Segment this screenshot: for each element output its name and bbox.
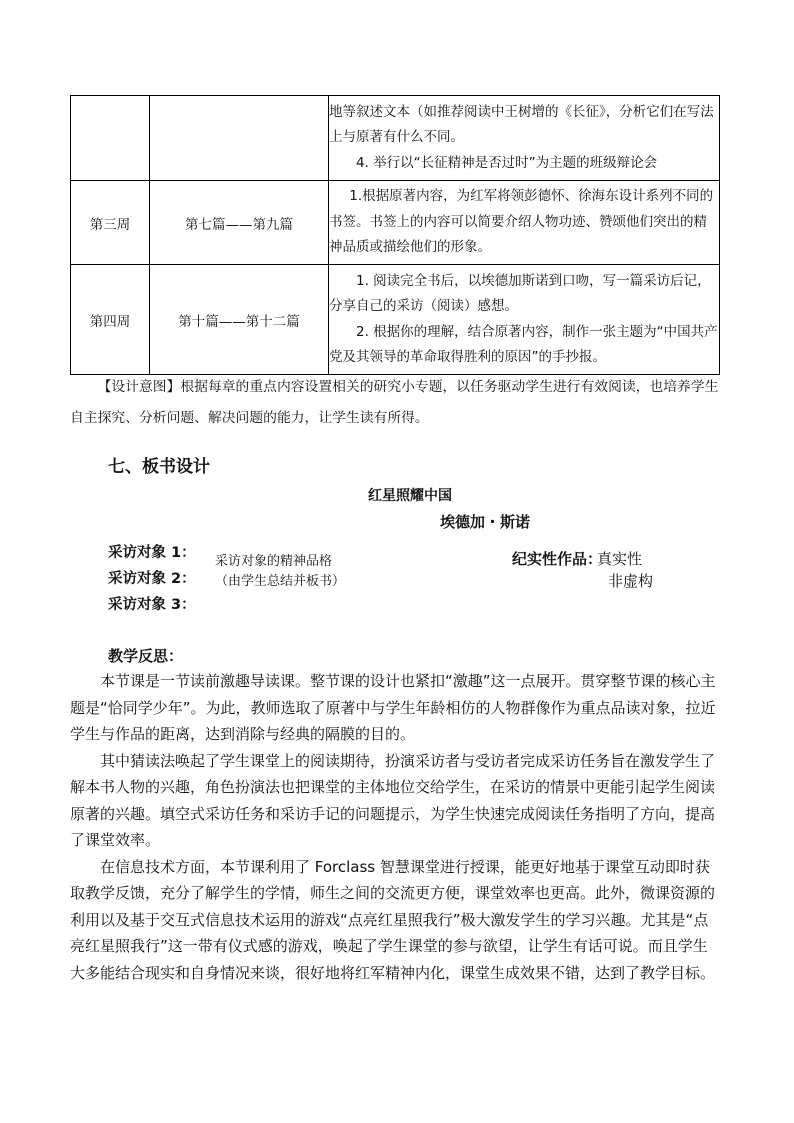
interviewee-label: 采访对象 2： (108, 571, 196, 587)
reflection-heading: 教学反思： (108, 647, 184, 665)
board-title: 红星照耀中国 (368, 488, 452, 504)
reflection-paragraph: 其中猜读法唤起了学生课堂上的阅读期待，扮演采访者与受访者完成采访任务旨在激发学生了解本书人物的兴趣，角色扮演法也把课堂的主体地位交给学生，在采访的情景中更能引起学生阅读原著的兴趣。填空式采访任务和采访手记的问题提示，为学生快速完成阅读任务指明了方向，提高了课堂效率。 (70, 751, 716, 849)
task-text: 1.根据原著内容，为红军将领彭德怀、徐海东设计系列不同的书签。书签上的内容可以简要介绍人物功迹、赞颂他们突出的精神品质或描绘他们的形象。 (329, 188, 714, 256)
reflection-paragraph: 本节课是一节读前激趣导读课。整节课的设计也紧扣“激趣”这一点展开。贯穿整节课的核心主题是“恰同学少年”。为此，教师选取了原著中与学生年龄相仿的人物群像作为重点品读对象，拉近学生与作品的距离，达到消除与经典的隔膜的目的。 (70, 672, 716, 743)
genre-label: 纪实性作品： (512, 550, 603, 568)
table-row (71, 96, 720, 181)
reading-plan-table (70, 95, 720, 375)
chapters-cell: 第七篇——第九篇 (150, 181, 329, 265)
task-text: 1. 阅读完全书后，以埃德加斯诺到口吻，写一篇采访后记，分享自己的采访（阅读）感想。 (329, 272, 711, 314)
task-text: 4. 举行以“长征精神是否过时”为主题的班级辩论会 (356, 154, 658, 171)
chapters-cell (150, 96, 329, 181)
quality-note (215, 552, 345, 592)
tasks-cell (329, 181, 720, 265)
design-intent-note: 【设计意图】根据每章的重点内容设置相关的研究小专题，以任务驱动学生进行有效阅读，也培养学生自主探究、分析问题、解决问题的能力，让学生读有所得。 (70, 379, 719, 426)
section-title: 七、板书设计 (108, 457, 210, 477)
interviewee-label: 采访对象 1： (108, 545, 196, 561)
task-text: 地等叙述文本（如推荐阅读中王树增的《长征》，分析它们在写法上与原著有什么不同。 (329, 103, 714, 146)
week-cell (71, 96, 150, 181)
week-cell: 第三周 (71, 181, 150, 265)
chapters-cell: 第十篇——第十二篇 (150, 265, 329, 375)
reflection-body (70, 668, 720, 986)
interviewee-label: 采访对象 3： (108, 597, 196, 613)
quality-line: （由学生总结并板书） (215, 574, 346, 589)
genre-value: 非虚构 (608, 572, 654, 590)
table-row (71, 181, 720, 265)
tasks-cell (329, 96, 720, 181)
table-row (71, 265, 720, 375)
quality-line: 采访对象的精神品格 (215, 554, 333, 569)
reflection-paragraph: 在信息技术方面，本节课利用了 Forclass 智慧课堂进行授课，能更好地基于课堂互动即时获取教学反馈，充分了解学生的学情，师生之间的交流更方便，课堂效率也更高。此外，微课资源的利用以及基于交互式信息技术运用的游戏“点亮红星照我行”极大激发学生的学习兴趣。尤其是“点亮红星照我行”这一带有仪式感的游戏，唤起了学生课堂的参与欲望，让学生有话可说。而且学生大多能结合现实和自身情况来谈，很好地将红军精神内化，课堂生成效果不错，达到了教学目标。 (70, 857, 716, 982)
genre-value: 真实性 (597, 550, 643, 568)
board-author: 埃德加・斯诺 (440, 513, 531, 531)
week-cell: 第四周 (71, 265, 150, 375)
task-text: 2. 根据你的理解，结合原著内容，制作一张主题为“中国共产党及其领导的革命取得胜利的原因”的手抄报。 (329, 323, 718, 365)
tasks-cell (329, 265, 720, 375)
